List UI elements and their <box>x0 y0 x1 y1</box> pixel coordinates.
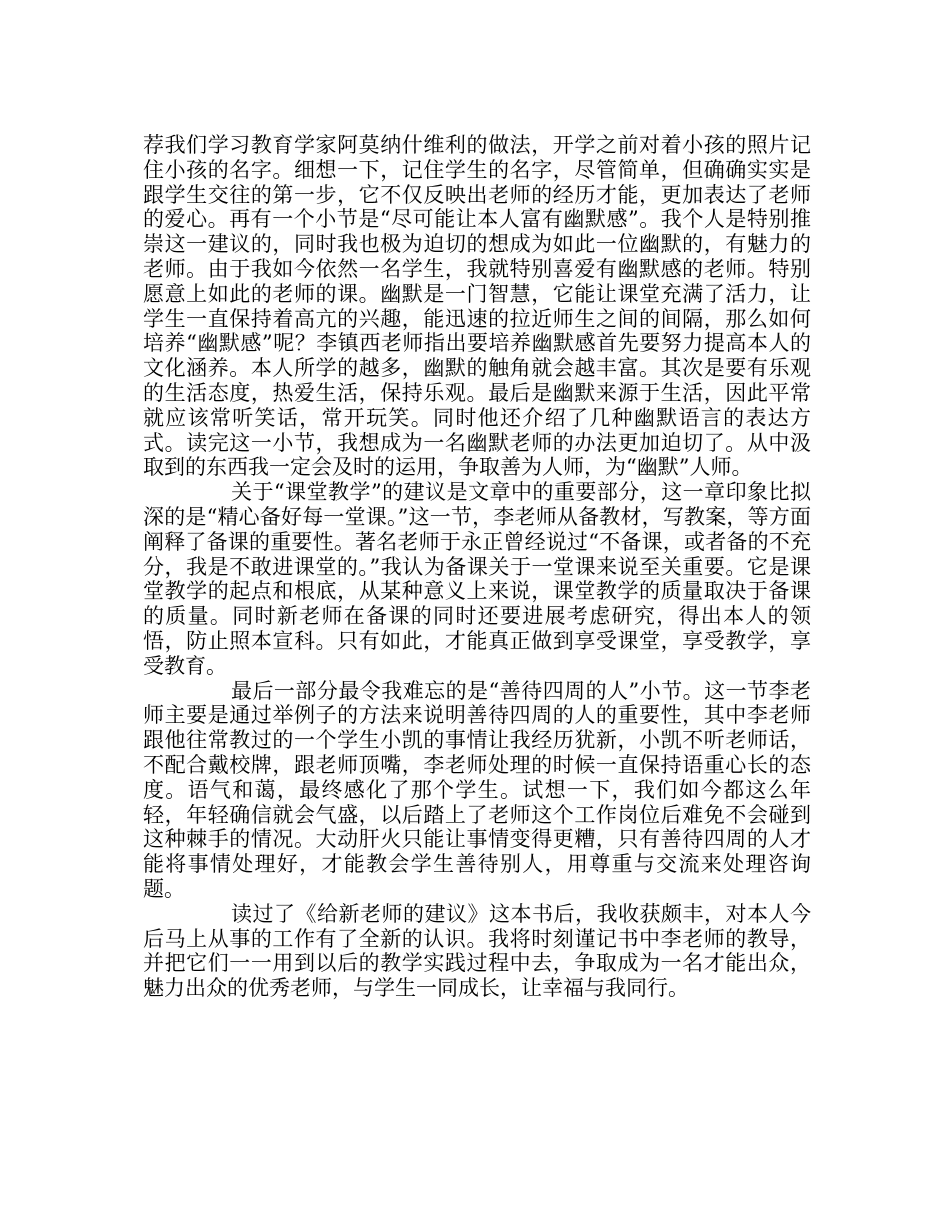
paragraph-treat-others: 最后一部分最令我难忘的是“善待四周的人”小节。这一节李老师主要是通过举例子的方法来说明善待四周的人的重要性，其中李老师跟他往常教过的一个学生小凯的事情让我经历犹新，小凯不听老师话，不配合戴校牌，跟老师顶嘴，李老师处理的时候一直保持语重心长的态度。语气和蔼，最终感化了那个学生。试想一下，我们如今都这么年轻，年轻确信就会气盛，以后踏上了老师这个工作岗位后难免不会碰到这种棘手的情况。大动肝火只能让事情变得更糟，只有善待四周的人才能将事情处理好，才能教会学生善待别人，用尊重与交流来处理咨询题。 <box>143 678 811 901</box>
paragraph-classroom-teaching: 关于“课堂教学”的建议是文章中的重要部分，这一章印象比拟深的是“精心备好每一堂课。”这一节，李老师从备教材，写教案，等方面阐释了备课的重要性。著名老师于永正曾经说过“不备课，或者备的不充分，我是不敢进课堂的。”我认为备课关于一堂课来说至关重要。它是课堂教学的起点和根底，从某种意义上来说，课堂教学的质量取决于备课的质量。同时新老师在备课的同时还要进展考虑研究，得出本人的领悟，防止照本宣科。只有如此，才能真正做到享受课堂，享受教学，享受教育。 <box>143 480 811 678</box>
paragraph-humor: 荐我们学习教育学家阿莫纳什维利的做法，开学之前对着小孩的照片记住小孩的名字。细想一下，记住学生的名字，尽管简单，但确确实实是跟学生交往的第一步，它不仅反映出老师的经历才能，更加表达了老师的爱心。再有一个小节是“尽可能让本人富有幽默感”。我个人是特别推崇这一建议的，同时我也极为迫切的想成为如此一位幽默的，有魅力的老师。由于我如今依然一名学生，我就特别喜爱有幽默感的老师。特别愿意上如此的老师的课。幽默是一门智慧，它能让课堂充满了活力，让学生一直保持着高亢的兴趣，能迅速的拉近师生之间的间隔，那么如何培养“幽默感”呢？李镇西老师指出要培养幽默感首先要努力提高本人的文化涵养。本人所学的越多，幽默的触角就会越丰富。其次是要有乐观的生活态度，热爱生活，保持乐观。最后是幽默来源于生活，因此平常就应该常听笑话，常开玩笑。同时他还介绍了几种幽默语言的表达方式。读完这一小节，我想成为一名幽默老师的办法更加迫切了。从中汲取到的东西我一定会及时的运用，争取善为人师，为“幽默”人师。 <box>143 133 811 480</box>
document-page <box>143 133 811 1001</box>
paragraph-conclusion: 读过了《给新老师的建议》这本书后，我收获颇丰，对本人今后马上从事的工作有了全新的认识。我将时刻谨记书中李老师的教导，并把它们一一用到以后的教学实践过程中去，争取成为一名才能出众，魅力出众的优秀老师，与学生一同成长，让幸福与我同行。 <box>143 901 811 1001</box>
